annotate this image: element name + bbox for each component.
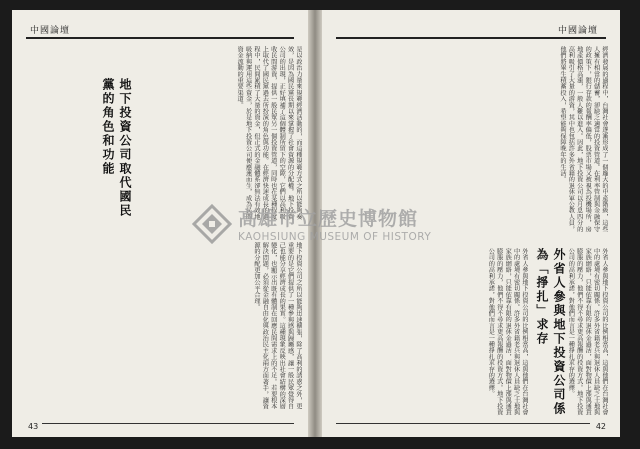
right-lower-text-tail: 外省人參與地下投資公司的比例相當高，這與他們在台灣社會中的處境有密切關係。許多外省籍老兵與退休人員缺乏土地與家族網絡，只能依靠有限的退休金過活，面對物價上漲與通貨膨脹的壓力，他們不得不尋求更高報酬的投資方式。地下投資公司的高利承諾，對他們而言是一種掙扎求存的選擇。 xyxy=(567,248,608,416)
museum-watermark xyxy=(192,202,452,262)
left-footer-rule xyxy=(42,423,294,424)
left-lower-text: 地下投資公司之所以能夠迅速擴張，除了高利的誘惑之外，更重要的是它們提供了一種參與感與歸屬感，讓一般民眾覺得自己也能分享經濟成長的果實。這種現象反映出社會結構的深層變化，也顯示出既有體制在回應民間需求上的不足。若要根本解決問題，必須從金融自由化與政治民主化兩方面著手，讓資源的分配更加公平合理。 xyxy=(252,242,302,410)
right-lower-text: 外省人參與地下投資公司的比例相當高，這與他們在台灣社會中的處境有密切關係。許多外省籍老兵與退休人員缺乏土地與家族網絡，只能依靠有限的退休金過活，面對物價上漲與通貨膨脹的壓力，他們不得不尋求更高報酬的投資方式。地下投資公司的高利承諾，對他們而言是一種掙扎求存的選擇。 xyxy=(487,248,528,416)
left-page-number: 43 xyxy=(28,422,39,431)
right-article-title: 外省人參與地下投資公司係為「掙扎」求存 xyxy=(535,248,566,416)
right-upper-text: 經濟發展的過程中，台灣社會逐漸形成了一個龐大的中產階級，這些人擁有相當的儲蓄，卻缺乏適當的投資管道。在利率管制與金融保守的政策下，銀行存款的報酬率偏低，股票市場又被視為投機場所，房地產價格高漲，一般人難以進入。因此，地下投資公司以月息四分的高利吸引了大量的游資，其中也包括許多外省籍的退休軍公教人員，他們將畢生積蓄投入，希望能夠保障晚年的生活。 xyxy=(558,46,608,232)
museum-logo-icon xyxy=(192,204,232,244)
left-article-title: 地下投資公司取代國民黨的角色和功能 xyxy=(101,78,132,218)
left-upper-text: 是以政治力量來規範經濟活動的，而這種規範方式之所以能夠奏效，是因為國民黨長期以來掌握了社會資源的分配權。地下投資公司的出現，正好填補了這個體制所留下的空隙，它們以高利吸收民間游資，提供一般民眾另一個投資管道，同時也在某種程度上取代了國民黨過去所扮演的角色與功能。在經濟快速成長的過程中，民間累積了大量的資金，但正式的金融體系卻無法有效地吸納與運用這些資金，於是地下投資公司便應運而生，成為民間資金流動的重要渠道。 xyxy=(236,46,302,220)
watermark-subtitle: KAOHSIUNG MUSEUM OF HISTORY xyxy=(238,231,432,243)
left-header-rule xyxy=(26,37,294,39)
left-page-header: 中國論壇 xyxy=(30,26,71,36)
right-page-number: 42 xyxy=(595,422,606,431)
right-header-rule xyxy=(336,37,606,39)
watermark-title: 高雄市立歷史博物館 xyxy=(238,208,419,230)
right-footer-rule xyxy=(336,423,590,424)
right-page-header: 中國論壇 xyxy=(557,26,598,36)
